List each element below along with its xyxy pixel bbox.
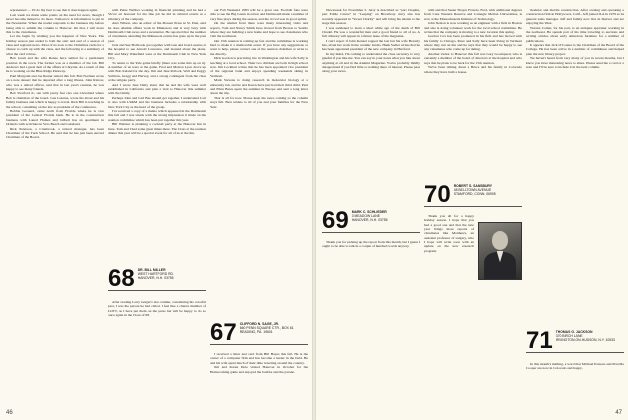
class-year-number: 67 — [210, 319, 237, 346]
paragraph: Mark Stevens is doing research in molecular biology at a university lab, and he and Karen have just had their third child. Paul and Ellen Bates spent the summer in Europe and sent a long letter about the trip. — [210, 78, 308, 96]
paragraph: I can't report if John Kenzel topped the last but his wife Beverly has, about her work in the ceramic studio. Hank Sadler writes that he has been appointed president of the new company in Hartford. — [322, 38, 420, 52]
secretary-address-line: 48 BELLTOWN AVENUE — [453, 188, 492, 192]
class-year-number: 71 — [526, 327, 553, 354]
paragraph: That is all for now. Please keep the news coming so the column stays full. Best wishes to all of you and your families for the New Year. — [210, 95, 308, 109]
paragraph: To return to the Yale game briefly (there was some mix up on it). A number of us were at the game. Fred and Marion Lyon drove up with Bob Ireland for the day. Jim and Jane Pollock, Walt and Peggy Sullivan, Gregg and Hervey, and a strong contingent from the class at the tailgate party. — [108, 60, 206, 83]
secretary-name: MARK C. SCHLIEDER — [351, 210, 387, 214]
class-entry-67 — [210, 319, 308, 346]
class-entry-71 — [526, 327, 624, 354]
secretary-name: DR. BILL MILLER — [137, 268, 166, 272]
class-entry-70 — [424, 181, 522, 208]
paragraph: represented — I'll do my best to see that it does happen again. — [10, 8, 99, 12]
classmate-portrait-photo — [478, 222, 522, 280]
secretary-address-line: 370 BIRCH LANE — [555, 334, 583, 338]
secretary-address-line: IRVINGTON-ON-HUDSON, N.Y. 10533 — [555, 338, 615, 342]
paragraph: We haven't heard from very many of you in recent months, but I know you have interesting news to share. Please send me a card or a note and I'll be sure to include it in the next column. — [526, 56, 624, 70]
paragraph: with Paine Webber working in financial planning and he had a Victor art honored for the fine job he did in cultural events as a tributary of the company. — [108, 8, 206, 21]
left-column-3 — [210, 8, 308, 318]
left-column-1 — [6, 8, 104, 412]
paragraph: Bob Gault and his wife Renee have settled for a permanent position in the town. The former was as a member of the lab. Bill Andrews had a great deal of the affairs at Chrysler. As a result of this he is working on the Blue Ridge Parkway. — [6, 56, 104, 74]
paragraph: John Nelson is now working as an engineer with a firm in Boston and also is doing volunteer work for the local school committee. He writes that the company is moving to a new location this spring. — [424, 21, 522, 34]
left-column-2-continued — [108, 300, 206, 412]
right-column-1-continued — [322, 240, 420, 412]
secretary-name: ROBERT S. SANSBURY — [453, 184, 493, 188]
secretary-address-line: READING, PA. 19601 — [239, 330, 273, 334]
secretary-name: THOMAS G. JACKSON — [555, 330, 593, 334]
secretary-address-line: WEST HARTFORD RD. — [137, 272, 174, 276]
paragraph: I've received a copy of a memo which appeared in the Dartmouth this fall and I was struck with the strong impression it made on the reunion committee which has been put together this year. — [108, 109, 206, 122]
right-column-3-continued — [526, 362, 624, 412]
secretary-address-line: 3 MEADOW LANE — [351, 214, 380, 218]
class-year-number: 70 — [424, 181, 451, 208]
left-column-2 — [108, 8, 206, 264]
paragraph: I was saddened to learn a short while ago of the death of Bill Chadel. He was a wonderful man and a good friend to all of us. A full obituary will appear in a future issue of the magazine. — [322, 25, 420, 39]
paragraph: Gordon Cox has been promoted in his firm and has moved with his family to Chicago. Peter and Sally have been living in Vermont where they run an inn and he says that they would be happy to see any classmates who come up for skiing. — [424, 34, 522, 52]
paragraph: Another visitor to Hanover this fall was Gary Goodspeed, who is currently a member of the board of directors at the hospital and who says that he plans to be back for the 15th reunion. — [424, 52, 522, 65]
secretary-address-line: HANOVER, N.H. 03755 — [137, 276, 174, 280]
paragraph: Jim and Karen Dole visited Hanover in October for the Homecoming game and enjoyed the bonfire and the parade. — [210, 365, 308, 374]
paragraph: And I wrote Jane Daily sister that he and his wife were well established in California and plan a visit to Hanover this summer with the family. — [108, 82, 206, 96]
paragraph: Paul Margolin and Joe Reuter retired this fall. Bob Norman wrote on a note dessert that he departed after a long illness. John Ristow, who was a retired officer, said that in last year's reunion, he was happy to see many friends. — [6, 73, 104, 91]
secretary-address-line: STAMFORD, CONN. 06905 — [453, 192, 496, 196]
paragraph: our Fall Weekend 1983 will be a great one. Football fans were able to see the Big Green in action and Dartmouth made a number of very fine plays during the season, and the crowd was in good spirits. — [210, 8, 308, 21]
paragraph: Jack and Sue Holbrook got together with Gus and Jean Lazarus at the hospital to see Arnold Lawrence, and learned about the plans. Bill and Mary Wakefield were at the Dartmouth Club in New York City. — [108, 43, 206, 61]
page-number: 47 — [615, 410, 622, 416]
paragraph: In my mind, I'm coming to understand the class secretary is very gleeful if you like me. You can say in your notes what you like about anything at all and in the Alumni Magazine. You're probably mildly disappointed if you find little or nothing there of interest. Please pass along your news. — [322, 52, 420, 74]
paragraph: modular and mobile construction. After owning and operating a construction firm in Hollywood, Calif., Jeff joined ILA in 1979 as its general sales manager. Jeff and family now live in Denver and are enjoying the West. — [526, 8, 624, 26]
class-year-number: 68 — [108, 265, 135, 292]
class-year-number: 69 — [322, 207, 349, 234]
paragraph: Last week we made some points on the need for news, though I never become indeed to do more. Tomorrow is information to put in the Newsletter. When the reader responds to the business trip before being able to submit the column to Hanover. On that, I will leave this to the classmates. — [6, 12, 104, 34]
right-column-2-continued — [424, 214, 474, 412]
secretary-address-line: 660 PENN SQUARE CTR., BOX 61 — [239, 326, 294, 330]
paragraph: Bob Stratford Jr., ran with pretty fast cars one Cleveland where Bob is chairman of the board. Gus Lazarus, wrote his about and his family business and which is happy to travel. Rick Bill is teaching in the school, consulting on the law as president of the conference. — [6, 91, 104, 109]
paragraph: After reading Larry Geiger's last column, considering his colorful past, I was the person he had called. I feel like a charter member of LOTT, as I have put them on the press but will be happy to do so once again in the Class of 68. — [108, 300, 206, 318]
paragraph: Thank you for picking up the report from this month, but I guess I ought to be able to talk in a couple of hundred words anyway. — [322, 240, 420, 249]
paragraph: Newsweek for November 5. Jerry is described as "part Chaplin, part Eddie Cantor" in "Leaping" on Broadway. Jerry also has recently appeared in "Sweet Charity" and will bring his talents to the stage this season. — [322, 8, 420, 26]
paragraph: In this month's mailing, a word that Michael Parsons and Priscilla Cooper are now in Colorado and happy. — [526, 362, 624, 371]
paragraph: Alex Wilson, also an editor of the Pioneer Press in St. Paul, said he does Alumni affairs work in Minnesota and is very busy with Dartmouth Club news and a newsletter. He reported that the number of classmates attending the Minnesota events has gone up in the past year. — [108, 21, 206, 43]
paragraph: It appears that Jack O'Connor is the Chairman of the Board of the College. He has been active in a number of committees and helped plan the new library project. — [526, 43, 624, 56]
right-page — [316, 0, 628, 420]
paragraph: with and that Susan Thayer Francis, Fred, with additional degrees from Case Western Reserve and Carnegie Mellon Universities, is now at the Massachusetts Institute of Technology. — [424, 8, 522, 21]
paragraph: On the alumni front there were many interesting visits and reports. Tom and Nancy Smith have moved from Boston to Seattle where they are building a new home and hope to see classmates who visit the northwest. — [210, 21, 308, 39]
class-entry-69 — [322, 207, 420, 234]
paragraph: Bobbie Leonard, came north from Florida where he is vice president of the Central Florida bank. He is in the construction business with Laurel Homes and Gilbert has an apartment in Orlando with activities in Vero Beach and Lakeland. — [6, 109, 104, 127]
paragraph: Bill Webster is planning a cocktail party at the Hanover Inn in June. Tom and I had some great times there. The Class at the reunion dinner this year will be a special event for all of us at the Inn. — [108, 122, 206, 135]
secretary-name: CLIFFORD N. SAGE, JR. — [239, 322, 279, 326]
paragraph: We've been talking about a Bruce and his family in Colorado where they have built a house. — [424, 65, 522, 74]
paragraph: Our 15th reunion is coming up fast and the committee is working hard to make it a memorable event. If you have any suggestions or want to help, please contact one of the reunion chairmen or write to me directly. — [210, 38, 308, 56]
paragraph: Warren Comer, for his part, is an antiques appraiser working in the northeast. He spends part of his time traveling to auctions and writing articles about early American furniture for a number of publications. — [526, 25, 624, 43]
paragraph: Dick Gordon is practicing law in Washington and his wife Sally is teaching at a local school. Their two children are both in high school now. Jim Lockhart writes that he has been appointed vice president of the regional bank and enjoys spending weekends skiing in Vermont. — [210, 56, 308, 78]
left-column-3-continued — [210, 352, 308, 412]
secretary-address-line: HANOVER, N.H. 03755 — [351, 218, 388, 222]
paragraph: Perhaps John and Carl Bae should get together. I understand Carl is also with LS&M and his business includes a relationship with New York City as the head of the group. — [108, 95, 206, 109]
paragraph: Rick Peterson, a Cranbrook, a retired manager, has been Chairman of the Tuck School. He said that he has just been elected Chairman of the Board. — [6, 126, 104, 140]
left-page — [0, 0, 312, 420]
class-entry-68 — [108, 265, 206, 292]
right-column-3 — [526, 8, 624, 326]
right-column-2 — [424, 8, 522, 180]
paragraph: Let me begin by wishing you the happiest of New Years. The holiday season just ended is both the start and end of a season of class and regional news. Most of us took to the Christmas cards for a chance to catch up with the class, and the following is a summary of what the card told us. — [6, 34, 104, 56]
page-number: 46 — [6, 410, 13, 416]
paragraph: I received a letter and card from Bill Hayes this fall. He is the owner of a computer firm and has become a leader in the field. He and his wife spent much of their time traveling around the country. — [210, 352, 308, 365]
paragraph: Thank you all for a happy holiday season. I hope that you had a good one and that the new year brings more reports of classmates like Matthews, an assistant professor of surgery, who I hope will write soon with an update on the new research program. — [424, 214, 474, 253]
portrait-face — [492, 231, 509, 250]
right-column-1 — [322, 8, 420, 208]
